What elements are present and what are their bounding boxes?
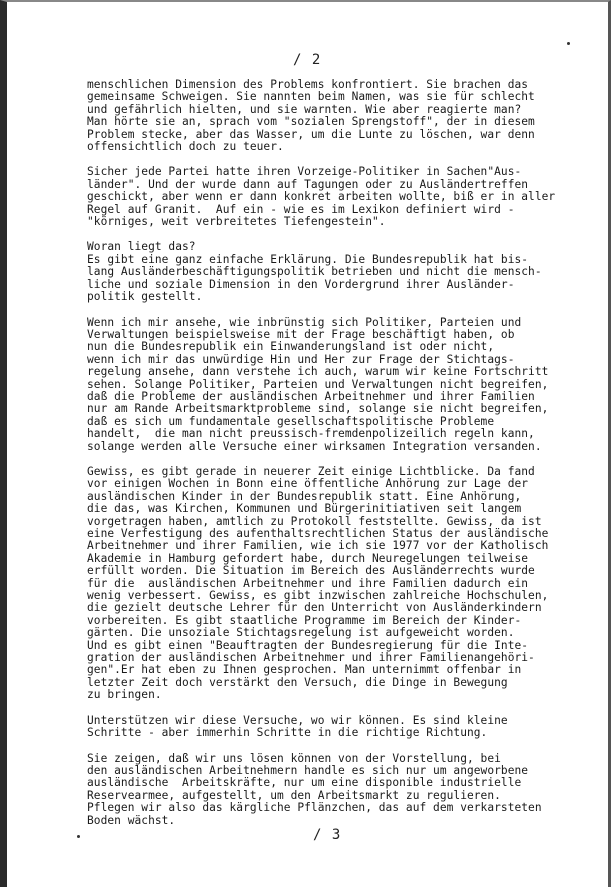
text-line: menschlichen Dimension des Problems konfrontiert. Sie brachen das (87, 78, 529, 91)
text-line: vorgetragen haben, amtlich zu Protokoll feststellte. Gewiss, da ist (87, 514, 542, 528)
text-line: "körniges, weit verbreitetes Tiefengestein". (87, 215, 386, 229)
text-line: liche und soziale Dimension in den Vordergrund ihrer Ausländer- (87, 277, 515, 291)
text-line: lang Ausländerbeschäftigungspolitik betrieben und nicht die mensch- (87, 265, 542, 279)
text-line: gemeinsame Schweigen. Sie nannten beim Namen, was sie für schlecht (87, 90, 535, 104)
text-line: Und es gibt einen "Beauftragten der Bundesregierung für die Inte- (87, 638, 529, 652)
text-line: erfüllt worden. Die Situation im Bereich des Ausländerrechts wurde (87, 564, 535, 578)
text-line: gärten. Die unsoziale Stichtagsregelung ist aufgeweicht worden. (87, 626, 515, 640)
scan-speck (567, 42, 570, 45)
text-line: offensichtlich doch zu teuer. (87, 140, 284, 154)
text-line: Regel auf Granit. Auf ein - wie es im Lexikon definiert wird - (87, 202, 515, 216)
text-line: gration der ausländischen Arbeitnehmer und ihrer Familienangehöri- (87, 651, 535, 665)
text-line: Es gibt eine ganz einfache Erklärung. Die Bundesrepublik hat bis- (87, 252, 529, 266)
page-number-bottom: / 3 (313, 827, 342, 843)
text-line: eine Verfestigung des aufenthaltsrechtlichen Status der ausländische (87, 527, 549, 540)
scan-speck (77, 835, 80, 838)
text-line: Pflegen wir also das kärgliche Pflänzchen, das auf dem verkarsteten (87, 801, 542, 815)
text-line: Woran liegt das? (87, 240, 196, 254)
paragraph (87, 715, 607, 740)
text-line: sehen. Solange Politiker, Parteien und Verwaltungen nicht begreifen, (87, 377, 549, 391)
text-line: Verwaltungen beispielsweise mit der Frage beschäftigt haben, ob (87, 327, 515, 341)
paragraph (87, 241, 607, 303)
paragraph (87, 317, 607, 453)
text-line: Schritte - aber immerhin Schritte in die richtige Richtung. (87, 726, 488, 740)
text-line: regelung ansehe, dann verstehe ich auch, warum wir keine Fortschritt (87, 365, 549, 379)
text-line: daß es sich um fundamentale gesellschaftspolitische Probleme (87, 414, 495, 428)
text-line: wenig verbessert. Gewiss, es gibt inzwischen zahlreiche Hochschulen, (87, 589, 549, 603)
paragraph (87, 753, 607, 827)
text-line: ausländischen Kinder in der Bundesrepublik statt. Eine Anhörung, (87, 489, 522, 503)
text-line: Arbeitnehmer und ihrer Familien, wie ich sie 1977 vor der Katholisch (87, 539, 549, 553)
text-line: Sicher jede Partei hatte ihren Vorzeige-Politiker in Sachen"Aus- (87, 165, 522, 179)
text-line: zu bringen. (87, 688, 162, 702)
text-line: vorbereiten. Es gibt staatliche Programme im Bereich der Kinder- (87, 613, 522, 627)
text-line: Sie zeigen, daß wir uns lösen können von der Vorstellung, bei (87, 751, 501, 765)
page-number-top: / 2 (293, 52, 322, 68)
paragraph (87, 466, 607, 702)
text-line: handelt, die man nicht preussisch-fremdenpolizeilich regeln kann, (87, 427, 535, 441)
text-line: vor einigen Wochen in Bonn eine öffentliche Anhörung zur Lage der (87, 477, 529, 491)
text-line: für die ausländischen Arbeitnehmer und ihre Familien dadurch ein (87, 576, 529, 590)
text-line: politik gestellt. (87, 290, 203, 304)
text-line: Gewiss, es gibt gerade in neuerer Zeit einige Lichtblicke. Da fand (87, 464, 535, 478)
paragraph (87, 79, 607, 153)
text-line: und gefährlich hielten, und sie warnten. Wie aber reagierte man? (87, 102, 522, 116)
document-body (87, 79, 607, 840)
text-line: gen".Er hat eben zu Ihnen gesprochen. Man unternimmt offenbar in (87, 663, 522, 677)
text-line: wenn ich mir das unwürdige Hin und Her zur Frage der Stichtags- (87, 352, 515, 366)
text-line: den ausländischen Arbeitnehmern handle es sich nur um angeworbene (87, 763, 529, 777)
text-line: letzter Zeit doch verstärkt den Versuch, die Dinge in Bewegung (87, 675, 508, 689)
text-line: Wenn ich mir ansehe, wie inbrünstig sich Politiker, Parteien und (87, 315, 522, 329)
text-line: nur am Rande Arbeitsmarktprobleme sind, solange sie nicht begreifen, (87, 402, 549, 416)
paragraph (87, 166, 607, 228)
text-line: länder". Und der wurde dann auf Tagungen oder zu Ausländertreffen (87, 177, 529, 191)
text-line: geschickt, aber wenn er dann konkret arbeiten wollte, biß er in aller (87, 190, 556, 204)
text-line: daß die Probleme der ausländischen Arbeitnehmer und ihrer Familien (87, 389, 535, 403)
text-line: Problem stecke, aber das Wasser, um die Lunte zu löschen, war denn (87, 127, 535, 141)
text-line: Boden wächst. (87, 813, 176, 827)
text-line: Unterstützen wir diese Versuche, wo wir können. Es sind kleine (87, 713, 508, 727)
text-line: Reservearmee, aufgestellt, um den Arbeitsmarkt zu regulieren. (87, 788, 501, 802)
text-line: nun die Bundesrepublik ein Einwanderungsland ist oder nicht, (87, 340, 495, 354)
text-line: Akademie in Hamburg gefordert habe, durch Neuregelungen teilweise (87, 551, 529, 565)
text-line: solange werden alle Versuche einer wirksamen Integration versanden. (87, 439, 542, 453)
text-line: Man hörte sie an, sprach vom "sozialen Sprengstoff", der in diesem (87, 115, 535, 129)
text-line: die gezielt deutsche Lehrer für den Unterricht von Ausländerkindern (87, 601, 542, 615)
text-line: ausländische Arbeitskräfte, nur um eine disponible industrielle (87, 776, 522, 790)
text-line: die das, was Kirchen, Kommunen und Bürgerinitiativen seit langem (87, 502, 522, 516)
